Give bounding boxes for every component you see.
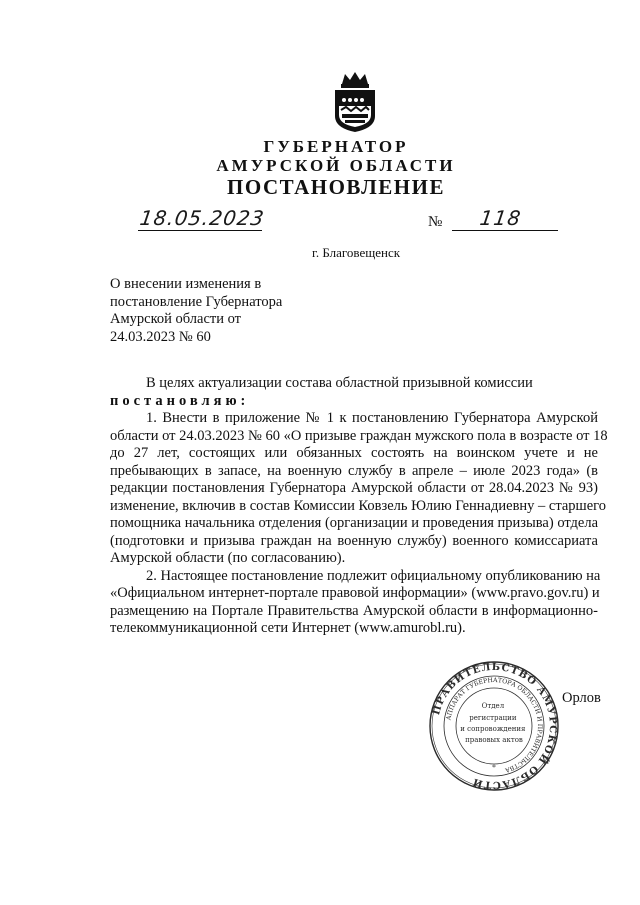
intro-paragraph: В целях актуализации состава областной призывной комиссии — [146, 375, 533, 391]
item2-line: размещению на Портале Правительства Амурской области в информационно- — [110, 602, 598, 619]
item1-line: пребывающих в запасе, на военную службу в апреле – июле 2023 года» (в — [110, 462, 598, 479]
official-stamp — [428, 660, 560, 792]
item1-line: изменение, включив в состав Комиссии Ковзель Юлию Геннадиевну – старшего — [110, 497, 606, 514]
document-date: 18.05.2023 — [138, 206, 267, 230]
number-underline — [452, 230, 558, 231]
item2-line: 2. Настоящее постановление подлежит официальному опубликованию на — [146, 567, 601, 584]
item1-line: до 27 лет, состоящих или обязанных состоять на воинском учете и не — [110, 445, 598, 461]
document-subject — [110, 276, 310, 346]
subject-line: 24.03.2023 № 60 — [110, 328, 211, 345]
document-body — [110, 375, 608, 638]
document-number: 118 — [478, 206, 523, 230]
date-underline — [138, 230, 262, 231]
svg-text:АППАРАТ ГУБЕРНАТОРА ОБЛАСТИ И: АППАРАТ ГУБЕРНАТОРА ОБЛАСТИ И ПРАВИТЕЛЬСТВА — [445, 676, 544, 774]
issuer-title: ГУБЕРНАТОР — [263, 137, 409, 156]
item1-line: помощника начальника отделения (организации и проведения призыва) отдела — [110, 515, 599, 531]
item1-line: области от 24.03.2023 № 60 «О призыве граждан мужского пола в возрасте от 18 — [110, 427, 608, 444]
item2-line: «Официальном интернет-портале правовой информации» (www.pravo.gov.ru) и — [110, 585, 600, 601]
subject-line: Амурской области от — [110, 311, 242, 327]
signatory-name: Орлов — [562, 690, 601, 706]
item1-line: Амурской области (по согласованию). — [110, 550, 346, 566]
item1-line: (подготовки и призыва граждан на военную службу) военного комиссариата — [110, 532, 598, 549]
item2-line: телекоммуникационной сети Интернет (www.amurobl.ru). — [110, 620, 466, 636]
document-type: ПОСТАНОВЛЕНИЕ — [227, 175, 445, 199]
resolve-word: постановляю: — [110, 392, 250, 409]
item1-line: редакции постановления Губернатора Амурской области от 28.04.2023 № 93) — [110, 480, 598, 496]
issuer-region: АМУРСКОЙ ОБЛАСТИ — [216, 156, 456, 175]
svg-text:ПРАВИТЕЛЬСТВО АМУРСКОЙ ОБЛАСТИ: ПРАВИТЕЛЬСТВО АМУРСКОЙ ОБЛАСТИ — [431, 661, 559, 791]
document-place: г. Благовещенск — [311, 245, 401, 260]
number-sign: № — [428, 214, 443, 230]
svg-text:*: * — [492, 763, 496, 772]
subject-line: О внесении изменения в — [110, 276, 262, 292]
coat-of-arms-icon — [330, 70, 380, 134]
subject-line: постановление Губернатора — [110, 293, 283, 310]
svg-text:Отдел регистрации и со: Отдел регистрации и сопровождения правовых актов — [460, 702, 526, 744]
item1-line: 1. Внести в приложение № 1 к постановлению Губернатора Амурской — [146, 410, 598, 426]
